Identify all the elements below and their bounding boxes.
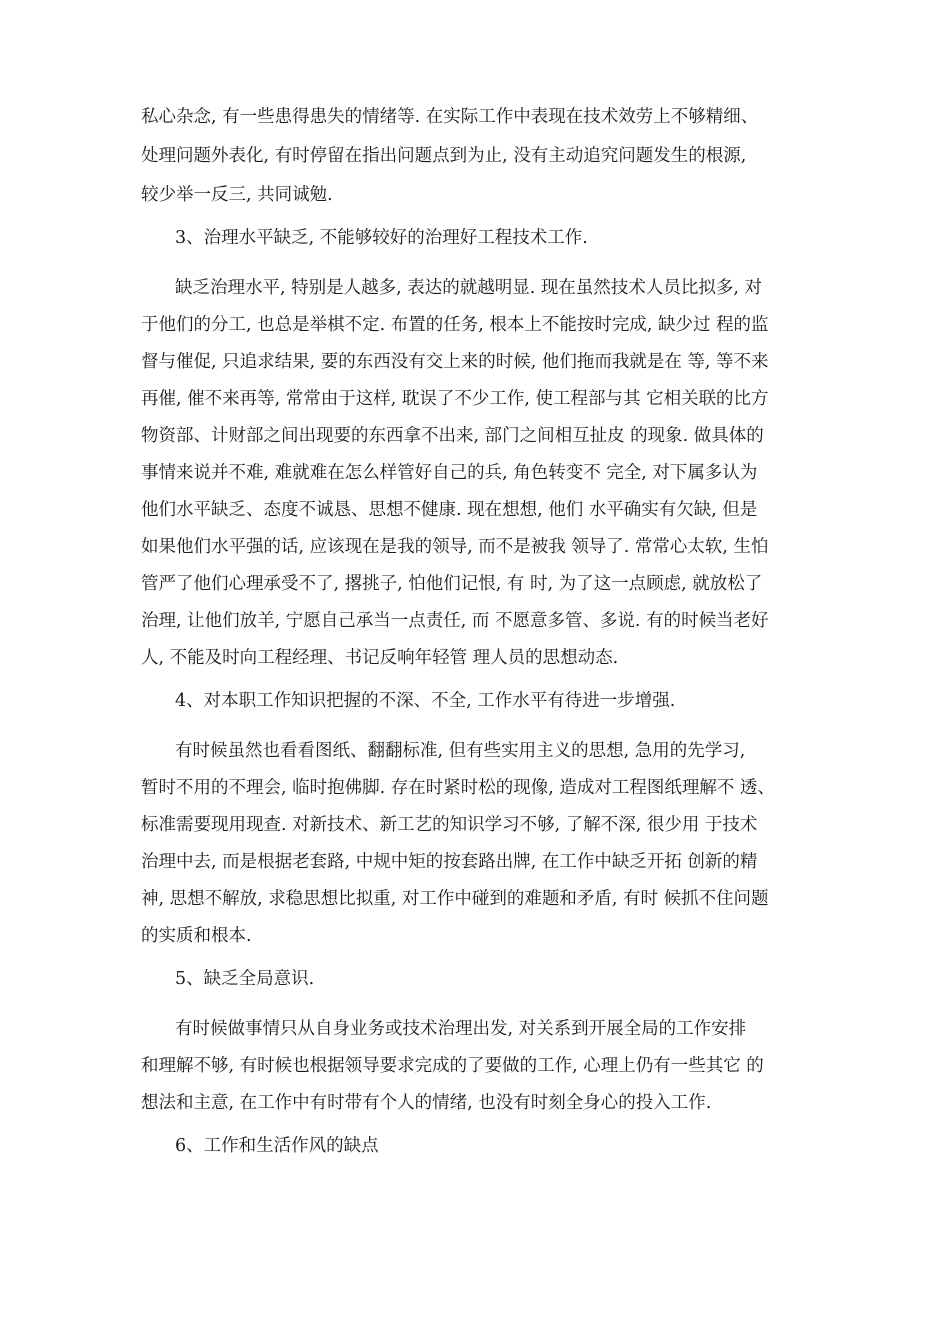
paragraph-line: 有时候做事情只从自身业务或技术治理出发, 对关系到开展全局的工作安排	[175, 1019, 747, 1039]
paragraph-line: 想法和主意, 在工作中有时带有个人的情绪, 也没有时刻全身心的投入工作.	[141, 1093, 712, 1113]
paragraph-line: 处理问题外表化, 有时停留在指出问题点到为止, 没有主动追究问题发生的根源,	[141, 146, 747, 166]
paragraph-line: 私心杂念, 有一些患得患失的情绪等. 在实际工作中表现在技术效劳上不够精细、	[141, 107, 759, 127]
paragraph-line: 的实质和根本.	[141, 926, 252, 946]
paragraph-line: 有时候虽然也看看图纸、翻翻标准, 但有些实用主义的思想, 急用的先学习,	[175, 741, 746, 761]
paragraph-line: 管严了他们心理承受不了, 撂挑子, 怕他们记恨, 有 时, 为了这一点顾虑, 就放松了	[141, 574, 763, 594]
paragraph-line: 标准需要现用现查. 对新技术、新工艺的知识学习不够, 了解不深, 很少用 于技术	[141, 815, 758, 835]
paragraph-line: 和理解不够, 有时候也根据领导要求完成的了要做的工作, 心理上仍有一些其它 的	[141, 1056, 764, 1076]
paragraph-line: 物资部、计财部之间出现要的东西拿不出来, 部门之间相互扯皮 的现象. 做具体的	[141, 426, 764, 446]
paragraph-line: 人, 不能及时向工程经理、书记反响年轻管 理人员的思想动态.	[141, 648, 619, 668]
section-heading: 3、治理水平缺乏, 不能够较好的治理好工程技术工作.	[175, 228, 588, 248]
section-heading: 5、缺乏全局意识.	[175, 969, 315, 989]
paragraph-line: 督与催促, 只追求结果, 要的东西没有交上来的时候, 他们拖而我就是在 等, 等不来	[141, 352, 769, 372]
paragraph-line: 神, 思想不解放, 求稳思想比拟重, 对工作中碰到的难题和矛盾, 有时 候抓不住问题	[141, 889, 769, 909]
paragraph-line: 事情来说并不难, 难就难在怎么样管好自己的兵, 角色转变不 完全, 对下属多认为	[141, 463, 758, 483]
paragraph-line: 再催, 催不来再等, 常常由于这样, 耽误了不少工作, 使工程部与其 它相关联的比方	[141, 389, 769, 409]
paragraph-line: 于他们的分工, 也总是举棋不定. 布置的任务, 根本上不能按时完成, 缺少过 程的监	[141, 315, 769, 335]
paragraph-line: 如果他们水平强的话, 应该现在是我的领导, 而不是被我 领导了. 常常心太软, 生怕	[141, 537, 769, 557]
paragraph-line: 治理, 让他们放羊, 宁愿自己承当一点责任, 而 不愿意多管、多说. 有的时候当老好	[141, 611, 769, 631]
paragraph-line: 缺乏治理水平, 特别是人越多, 表达的就越明显. 现在虽然技术人员比拟多, 对	[175, 278, 762, 298]
paragraph-line: 较少举一反三, 共同诚勉.	[141, 185, 333, 205]
section-heading: 6、工作和生活作风的缺点	[175, 1136, 379, 1156]
paragraph-line: 治理中去, 而是根据老套路, 中规中矩的按套路出牌, 在工作中缺乏开拓 创新的精	[141, 852, 758, 872]
paragraph-line: 暂时不用的不理会, 临时抱佛脚. 存在时紧时松的现像, 造成对工程图纸理解不 透、	[141, 778, 775, 798]
paragraph-line: 他们水平缺乏、态度不诚恳、思想不健康. 现在想想, 他们 水平确实有欠缺, 但是	[141, 500, 758, 520]
section-heading: 4、对本职工作知识把握的不深、不全, 工作水平有待进一步增强.	[175, 691, 676, 711]
